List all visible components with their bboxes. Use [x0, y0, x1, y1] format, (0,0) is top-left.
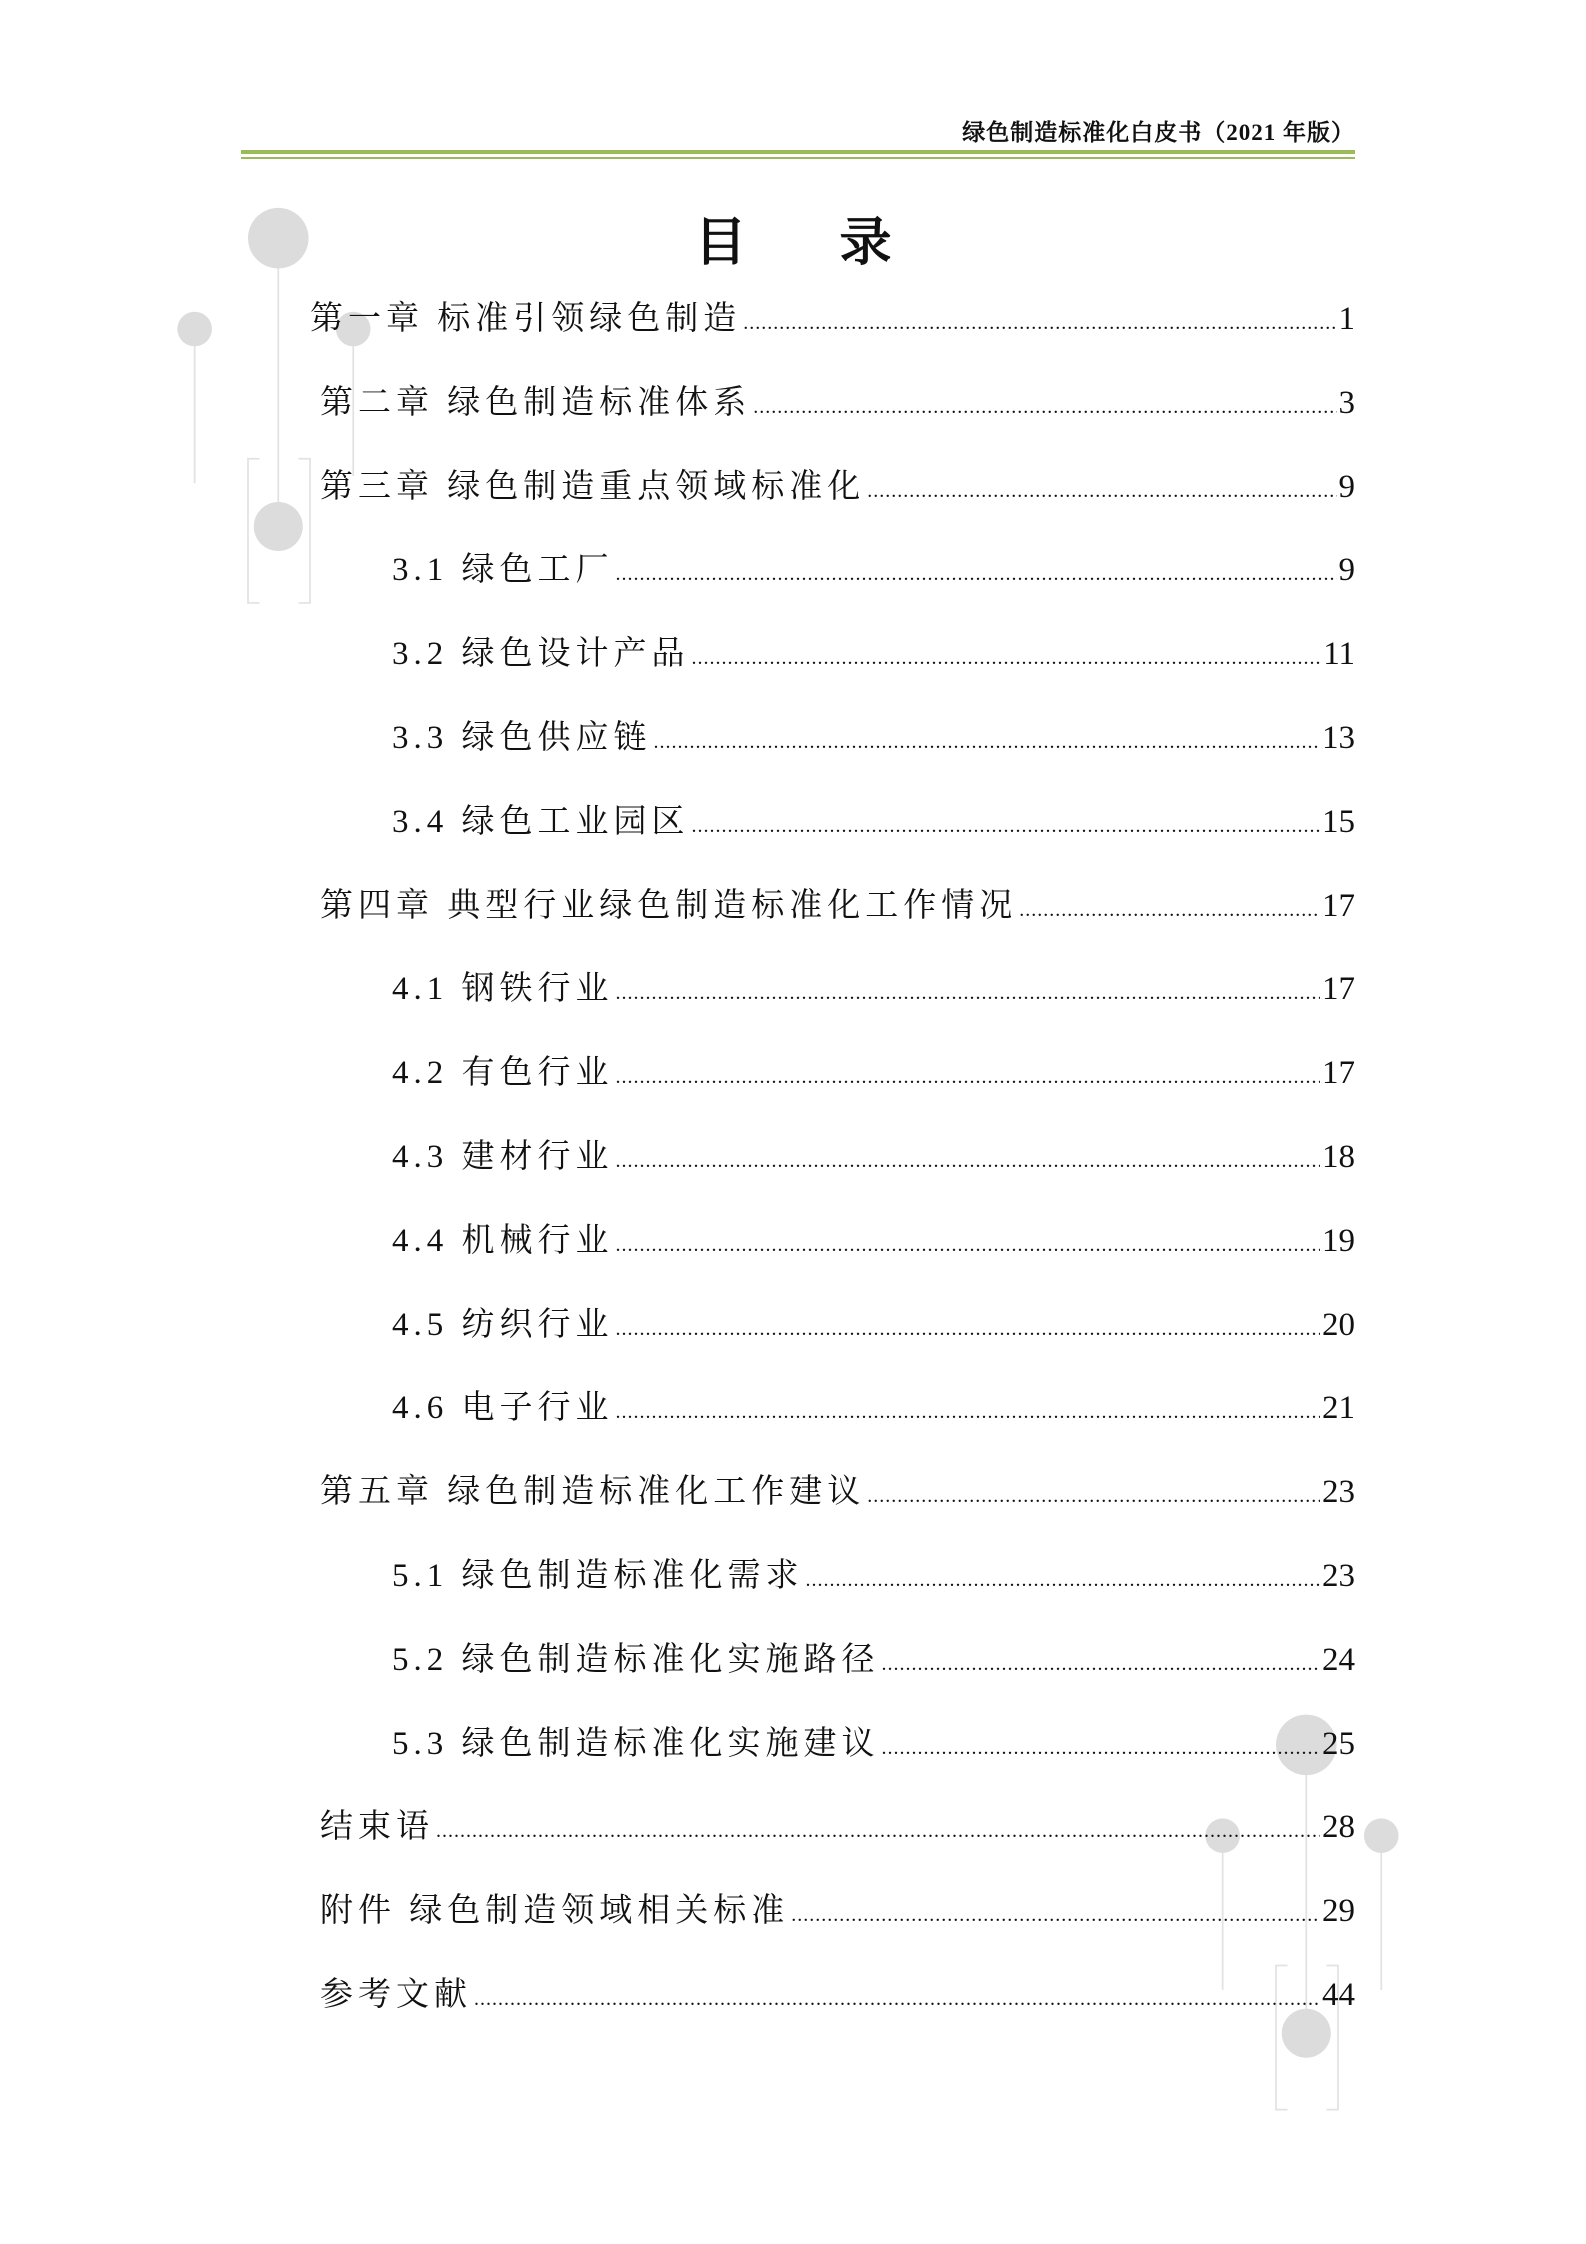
- toc-entry-page: 18: [1322, 1139, 1355, 1175]
- toc-entry-page: 9: [1338, 468, 1355, 505]
- toc-entry[interactable]: [392, 1298, 1355, 1342]
- toc-entry-label: 4.2 有色行业: [392, 1055, 614, 1092]
- dot-leader: [616, 1401, 1321, 1424]
- header-rule: [241, 150, 1355, 154]
- toc-entry-label: 3.3 绿色供应链: [392, 720, 652, 756]
- toc-entry[interactable]: [392, 1214, 1355, 1258]
- running-header: 绿色制造标准化白皮书（2021 年版）: [962, 120, 1355, 145]
- dot-leader: [616, 1318, 1321, 1341]
- toc-entry[interactable]: [392, 1130, 1355, 1174]
- dot-leader: [474, 1988, 1320, 2011]
- toc-entry[interactable]: [392, 543, 1355, 587]
- toc-entry-label: 5.1 绿色制造标准化需求: [392, 1558, 804, 1594]
- toc-entry-label: 参考文献: [320, 1977, 472, 2013]
- toc-entry-page: 17: [1322, 971, 1355, 1008]
- toc-entry-label: 结束语: [320, 1809, 434, 1846]
- header-rule-thin: [241, 157, 1355, 159]
- dot-leader: [743, 312, 1336, 335]
- page-title: 目 录: [694, 215, 932, 272]
- toc-entry-page: 44: [1322, 1977, 1355, 2013]
- dot-leader: [882, 1653, 1321, 1676]
- dot-leader: [616, 1150, 1321, 1173]
- toc-entry-page: 13: [1322, 720, 1355, 756]
- toc-entry[interactable]: [320, 1884, 1355, 1928]
- toc-entry[interactable]: [320, 1800, 1355, 1844]
- toc-entry-label: 附件 绿色制造领域相关标准: [320, 1893, 790, 1930]
- toc-entry[interactable]: [392, 627, 1355, 671]
- toc-entry[interactable]: [392, 711, 1355, 755]
- toc-entry-label: 4.1 钢铁行业: [392, 971, 614, 1008]
- dot-leader: [1019, 899, 1320, 922]
- toc-entry-label: 3.4 绿色工业园区: [392, 803, 690, 840]
- dot-leader: [616, 1234, 1321, 1257]
- toc-entry-page: 11: [1323, 636, 1355, 673]
- dot-leader: [436, 1820, 1320, 1843]
- toc-entry[interactable]: [320, 460, 1355, 504]
- toc-entry-page: 9: [1338, 552, 1355, 589]
- toc-entry-page: 17: [1322, 887, 1355, 924]
- toc-entry[interactable]: [392, 1633, 1355, 1677]
- toc-entry[interactable]: [320, 1968, 1355, 2012]
- dot-leader: [654, 731, 1321, 754]
- toc-entry[interactable]: [320, 879, 1355, 923]
- toc-entry-label: 5.2 绿色制造标准化实施路径: [392, 1641, 880, 1678]
- dot-leader: [616, 982, 1321, 1005]
- toc-entry-label: 第三章 绿色制造重点领域标准化: [320, 468, 866, 505]
- toc-entry-label: 第四章 典型行业绿色制造标准化工作情况: [320, 887, 1018, 924]
- toc-entry-page: 21: [1322, 1390, 1355, 1427]
- toc-entry[interactable]: [310, 292, 1355, 336]
- toc-entry-page: 15: [1322, 803, 1355, 840]
- toc-entry-label: 5.3 绿色制造标准化实施建议: [392, 1725, 880, 1762]
- toc-entry-page: 24: [1322, 1641, 1355, 1678]
- toc-entry-page: 28: [1322, 1809, 1355, 1846]
- toc-entry-page: 29: [1322, 1893, 1355, 1930]
- toc-entry-page: 17: [1322, 1055, 1355, 1092]
- toc-entry-page: 1: [1338, 301, 1355, 337]
- dot-leader: [882, 1737, 1321, 1760]
- toc-entry[interactable]: [320, 1465, 1355, 1509]
- dot-leader: [806, 1569, 1321, 1592]
- toc-entry-label: 4.3 建材行业: [392, 1139, 614, 1175]
- toc-entry-label: 4.6 电子行业: [392, 1390, 614, 1427]
- toc-entry[interactable]: [392, 1717, 1355, 1761]
- toc-entry[interactable]: [392, 795, 1355, 839]
- toc-entry-page: 25: [1322, 1725, 1355, 1762]
- toc-entry[interactable]: [320, 376, 1355, 420]
- toc-entry-label: 3.2 绿色设计产品: [392, 636, 690, 673]
- toc-entry-label: 3.1 绿色工厂: [392, 552, 614, 589]
- dot-leader: [867, 1485, 1320, 1508]
- toc-entry-label: 第五章 绿色制造标准化工作建议: [320, 1474, 866, 1511]
- dot-leader: [692, 647, 1322, 670]
- toc-entry[interactable]: [392, 1046, 1355, 1090]
- dot-leader: [692, 815, 1321, 838]
- toc-entry[interactable]: [392, 1381, 1355, 1425]
- toc-entry-label: 第一章 标准引领绿色制造: [310, 301, 742, 337]
- dot-leader: [867, 480, 1336, 503]
- dot-leader: [753, 396, 1336, 419]
- toc-entry-page: 23: [1322, 1474, 1355, 1511]
- toc-entry[interactable]: [392, 1549, 1355, 1593]
- toc-entry-label: 4.5 纺织行业: [392, 1306, 614, 1343]
- toc-entry-page: 19: [1322, 1222, 1355, 1259]
- toc-entry[interactable]: [392, 962, 1355, 1006]
- dot-leader: [616, 563, 1337, 586]
- toc-entry-page: 20: [1322, 1306, 1355, 1343]
- toc-entry-page: 23: [1322, 1558, 1355, 1594]
- toc-entry-page: 3: [1338, 384, 1355, 421]
- dot-leader: [616, 1066, 1321, 1089]
- toc-entry-label: 4.4 机械行业: [392, 1222, 614, 1259]
- dot-leader: [791, 1904, 1320, 1927]
- toc-entry-label: 第二章 绿色制造标准体系: [320, 384, 752, 421]
